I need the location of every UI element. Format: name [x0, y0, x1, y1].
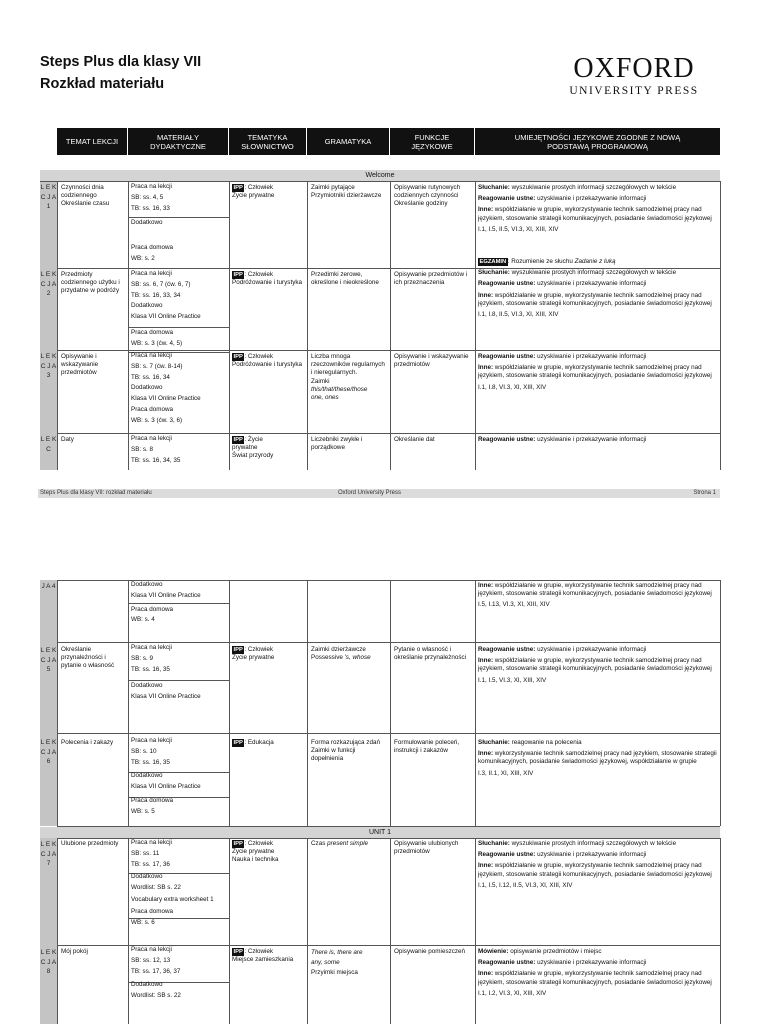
lesson-skills: Słuchanie: wyszukiwanie prostych informacji szczegółowych w tekście Reagowanie ustne: uzyskiwanie i przekazywanie informacji Inne: współdziałanie w grupie, wykorzystywanie technik samodzielnej pracy nad językiem, stosowanie strategii komunikacyjnych, posiadanie świadomości językowej I.1, I.5, II.5, VI.3, XI, XIII, XIV [478, 184, 712, 233]
col-header-umiejetnosci: UMIEJĘTNOŚCI JĘZYKOWE ZGODNE Z NOWĄ PODSTAWĄ PROGRAMOWĄ [475, 128, 720, 155]
lesson-label: J A 4 [41, 583, 56, 590]
egzamin-badge: EGZAMIN [479, 259, 507, 265]
lesson-label: L E K C J A 2 [40, 271, 57, 298]
lesson-skills: Inne: współdziałanie w grupie, wykorzystywanie technik samodzielnej pracy nad językiem, stosowanie strategii komunikacyjnych, posiadanie świadomości językowej I.5, I.13, VI.3, XI, XIII, XIV [478, 582, 712, 609]
lesson-label: L E K C J A 8 [40, 949, 57, 976]
lesson-skills: Słuchanie: wyszukiwanie prostych informacji szczegółowych w tekście Reagowanie ustne: uzyskiwanie i przekazywanie informacji Inne: współdziałanie w grupie, wykorzystywanie technik samodzielnej pracy nad językiem, stosowanie strategii komunikacyjnych, posiadanie świadomości językowej I.1, I.5, I.12, II.5, VI.3, XI, XIII, XIV [478, 840, 712, 889]
lesson-functions: Pytanie o własność i określanie przynależności [394, 646, 467, 662]
lesson-label: L E K C [40, 436, 57, 453]
lesson-strip [40, 580, 57, 826]
lesson-label: L E K C J A 3 [40, 353, 57, 380]
ipp-badge: IPP [233, 740, 243, 746]
lesson-materials: Praca na lekcji SB: s. 9 TB: ss. 16, 35 Dodatkowo Klasa VII Online Practice [131, 644, 201, 701]
lesson-skills: EGZAMIN : Rozumienie ze słuchu Zadanie z luką Słuchanie: wyszukiwanie prostych informacji szczegółowych w tekście Reagowanie ustne: uzyskiwanie i przekazywanie informacji Inne: współdziałanie w grupie, wykorzystywanie technik samodzielnej pracy nad językiem, stosowanie strategii komunikacyjnych, posiadanie świadomości językowej I.1, I.8, II.5, VI.3, XI, XIII, XIV [478, 258, 712, 319]
lesson-skills: Słuchanie: reagowanie na polecenia Inne: wykorzystywanie technik samodzielnej pracy nad językiem, stosowanie strategii komunikacyjnych, posiadanie świadomości językowej, współdziałanie w grupie I.3, II.1, XI, XIII, XIV [478, 739, 717, 777]
lesson-materials: Praca na lekcji SB: s. 10 TB: ss. 16, 35 Dodatkowo Klasa VII Online Practice Praca domowa WB: s. 5 [131, 737, 201, 815]
lesson-label: L E K C J A 5 [40, 647, 57, 674]
document-title: Steps Plus dla klasy VII [40, 54, 202, 70]
footer-center: Oxford University Press [338, 490, 402, 496]
lesson-materials: Praca na lekcji SB: s. 8 TB: ss. 16, 34, 35 [131, 435, 181, 464]
oxford-logo: OXFORD [573, 53, 695, 84]
col-header-temat: TEMAT LEKCJI [57, 128, 127, 155]
lesson-label: L E K C J A 6 [40, 739, 57, 766]
lesson-topic: Mój pokój [61, 948, 88, 955]
ipp-badge: IPP [233, 647, 243, 653]
lesson-skills: Reagowanie ustne: uzyskiwanie i przekazywanie informacji Inne: współdziałanie w grupie, wykorzystywanie technik samodzielnej pracy nad językiem, stosowanie strategii komunikacyjnych, posiadanie świadomości językowej I.1, I.8, VI.3, XI, XIII, XIV [478, 353, 712, 391]
lesson-materials: Praca na lekcji SB: ss. 6, 7 (ćw. 6, 7) TB: ss. 16, 33, 34 Dodatkowo Klasa VII Online Practice [131, 270, 201, 321]
col-header-funkcje: FUNKCJE JĘZYKOWE [390, 128, 474, 155]
lesson-functions: Opisywanie rutynowych codziennych czynności Określanie godziny [394, 184, 461, 208]
ipp-badge: IPP [233, 185, 243, 191]
lesson-grammar: Liczba mnoga rzeczowników regularnych i nieregularnych. Zaimki this/that/these/those one, ones [311, 353, 385, 402]
lesson-strip [40, 181, 57, 470]
lesson-label: L E K C J A 1 [40, 184, 57, 211]
ipp-badge: IPP [233, 841, 243, 847]
lesson-vocabulary: IPP : Człowiek Podróżowanie i turystyka [232, 353, 302, 369]
ipp-badge: IPP [233, 949, 243, 955]
lesson-grammar: Zaimki dzierżawcze Possessive 's, whose [311, 646, 371, 662]
lesson-topic: Przedmioty codziennego użytku i przydatne w podróży [61, 271, 120, 295]
lesson-topic: Czynności dnia codziennego Określanie czasu [61, 184, 110, 208]
lesson-vocabulary: IPP : Edukacja [233, 739, 274, 746]
lesson-materials: Dodatkowo Klasa VII Online Practice Praca domowa WB: s. 4 [131, 581, 201, 624]
lesson-skills: Reagowanie ustne: uzyskiwanie i przekazywanie informacji [478, 436, 647, 443]
col-header-materialy: MATERIAŁY DYDAKTYCZNE [128, 128, 228, 155]
lesson-homework: Praca domowa WB: s. 2 [131, 244, 173, 262]
lesson-materials: Praca na lekcji SB: ss. 12, 13 TB: ss. 17, 36, 37 Dodatkowo Wordlist: SB s. 22 [131, 946, 181, 1000]
col-header-tematyka: TEMATYKA SŁOWNICTWO [229, 128, 306, 155]
lesson-grammar: Przedimki zerowe, określone i nieokreślone [311, 271, 379, 287]
lesson-materials: Praca na lekcji SB: ss. 11 TB: ss. 17, 36 Dodatkowo Wordlist: SB s. 22 Vocabulary extra worksheet 1 Praca domowa WB: s. 6 [131, 839, 214, 926]
lesson-functions: Opisywanie i wskazywanie przedmiotów [394, 353, 469, 369]
document-subtitle: Rozkład materiału [40, 76, 165, 92]
section-unit1: UNIT 1 [40, 827, 720, 838]
lesson-functions: Opisywanie ulubionych przedmiotów [394, 840, 459, 856]
lesson-materials: Praca na lekcji SB: s. 7 (ćw. 8-14) TB: ss. 16, 34 Dodatkowo Klasa VII Online Practice Praca domowa WB: s. 3 (ćw. 3, 6) [131, 352, 201, 424]
lesson-functions: Określanie dat [394, 436, 435, 443]
lesson-grammar: Czas present simple [311, 840, 369, 847]
section-welcome: Welcome [40, 170, 720, 181]
lesson-topic: Ulubione przedmioty [61, 840, 119, 847]
lesson-vocabulary: IPP : Człowiek Podróżowanie i turystyka [232, 271, 302, 287]
col-header-gramatyka: GRAMATYKA [307, 128, 389, 155]
ipp-badge: IPP [233, 437, 243, 443]
lesson-topic: Polecenia i zakazy [61, 739, 114, 746]
lesson-vocabulary: IPP : Człowiek Miejsce zamieszkania [232, 948, 294, 964]
lesson-functions: Opisywanie pomieszczeń [394, 948, 466, 955]
lesson-vocabulary: IPP : Człowiek Życie prywatne [232, 184, 275, 200]
lesson-functions: Opisywanie przedmiotów i ich przeznaczenia [394, 271, 468, 287]
lesson-materials-extra: Dodatkowo [131, 219, 163, 226]
lesson-skills: Reagowanie ustne: uzyskiwanie i przekazywanie informacji Inne: współdziałanie w grupie, wykorzystywanie technik samodzielnej pracy nad językiem, stosowanie strategii komunikacyjnych, posiadanie świadomości językowej I.1, I.5, VI.3, XI, XIII, XIV [478, 646, 712, 684]
page-footer [38, 489, 720, 498]
lesson-homework: Praca domowa WB: s. 3 (ćw. 4, 5) [131, 329, 183, 347]
lesson-grammar: Forma rozkazująca zdań Zaimki w funkcji dopełnienia [311, 739, 380, 763]
lesson-vocabulary: IPP : Człowiek Życie prywatne Nauka i technika [232, 840, 279, 864]
oxford-logo-sub: UNIVERSITY PRESS [569, 85, 699, 97]
ipp-badge: IPP [233, 272, 243, 278]
lesson-skills: Mówienie: opisywanie przedmiotów i miejsc Reagowanie ustne: uzyskiwanie i przekazywanie informacji Inne: współdziałanie w grupie, wykorzystywanie technik samodzielnej pracy nad językiem, stosowanie strategii komunikacyjnych, posiadanie świadomości językowej I.1, I.2, VI.3, XI, XIII, XIV [478, 948, 712, 997]
lesson-grammar: Liczebniki zwykłe i porządkowe [311, 436, 363, 452]
lesson-grammar: Zaimki pytające Przymiotniki dzierżawcze [311, 184, 382, 200]
lesson-vocabulary: IPP : Życie prywatne Świat przyrody [232, 436, 274, 460]
lesson-functions: Formułowanie poleceń, instrukcji i zakazów [394, 739, 460, 755]
lesson-topic: Opisywanie i wskazywanie przedmiotów [61, 353, 99, 377]
lesson-vocabulary: IPP : Człowiek Życie prywatne [232, 646, 275, 662]
lesson-materials: Praca na lekcji SB: ss. 4, 5 TB: ss. 16, 33 [131, 183, 172, 212]
lesson-grammar: There is, there are any, some Przyimki miejsca [311, 949, 363, 976]
lesson-label: L E K C J A 7 [40, 841, 57, 868]
lesson-topic: Określanie przynależności i pytanie o własność [61, 646, 115, 670]
footer-page-number: Strona 1 [693, 490, 716, 496]
footer-left: Steps Plus dla klasy VII: rozkład materiału [40, 490, 152, 496]
ipp-badge: IPP [233, 354, 243, 360]
lesson-topic: Daty [61, 436, 74, 443]
